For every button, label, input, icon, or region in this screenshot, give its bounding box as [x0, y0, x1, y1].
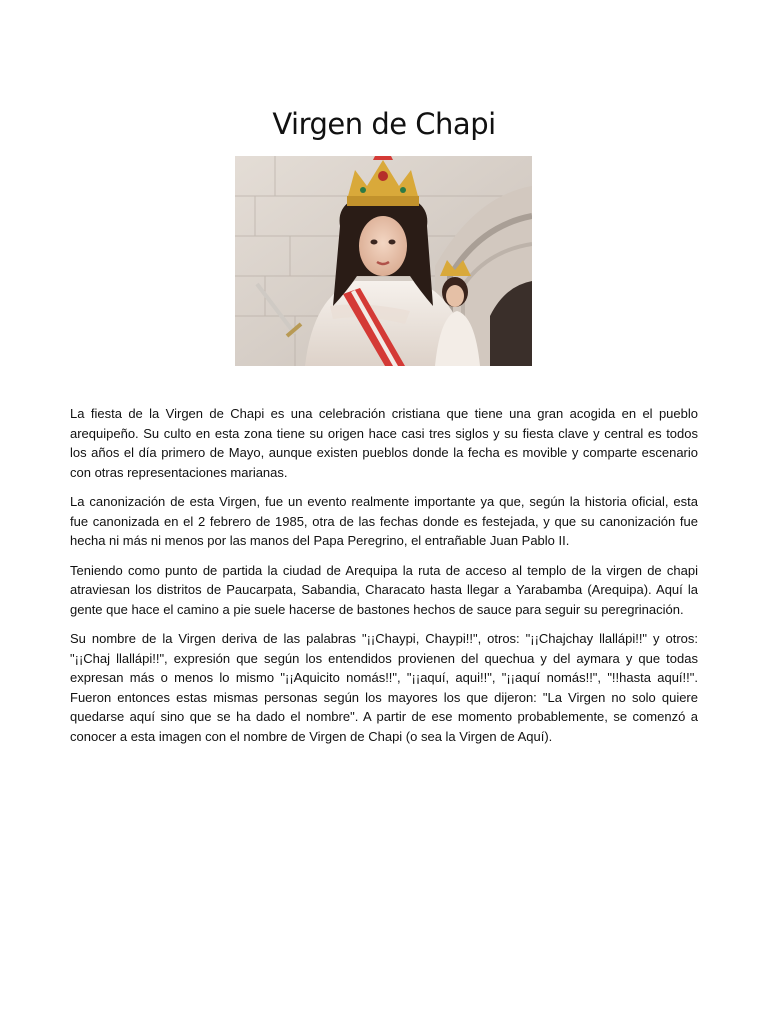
- page-title: Virgen de Chapi: [272, 107, 496, 142]
- virgin-statue-photo: [235, 156, 532, 366]
- paragraph: Teniendo como punto de partida la ciudad de Arequipa la ruta de acceso al templo de la virgen de chapi atraviesan los distritos de Paucarpata, Sabandia, Characato hasta llegar a Yarabamba (Arequipa). Aquí la gente que hace el camino a pie suele hacerse de bastones hechos de sauce para seguir su peregrinación.: [70, 562, 698, 617]
- paragraph: La canonización de esta Virgen, fue un evento realmente importante ya que, según la historia oficial, esta fue canonizada en el 2 febrero de 1985, otra de las fechas donde es festejada, y que su canonización fue hecha ni más ni menos por las manos del Papa Peregrino, el entrañable Juan Pablo II.: [70, 494, 698, 548]
- paragraph: Su nombre de la Virgen deriva de las palabras "¡¡Chaypi, Chaypi!!", otros: "¡¡Chajchay llallápi!!" y otros: "¡¡Chaj llallápi!!", expresión que según los entendidos provienen del quechua y del aymara y que todas expresan más o menos lo mismo "¡¡Aquicito nomás!!", "¡¡aquí, aqui!!", "¡¡aquí nomás!!", "!!hasta aquí!!". Fueron entonces estas mismas personas según los mayores los que dijeron: "La Virgen no solo quiere quedarse aquí sino que se ha dado el nombre". A partir de ese momento probablemente, se comenzó a conocer a esta imagen con el nombre de Virgen de Chapi (o sea la Virgen de Aquí).: [70, 631, 698, 744]
- article-body: [70, 404, 698, 756]
- paragraph: La fiesta de la Virgen de Chapi es una celebración cristiana que tiene una gran acogida en el pueblo arequipeño. Su culto en esta zona tiene su origen hace casi tres siglos y su fiesta clave y central es todos los años el día primero de Mayo, aunque existen pueblos donde la fecha es movible y comparte escenario con otras representaciones marianas.: [70, 406, 698, 480]
